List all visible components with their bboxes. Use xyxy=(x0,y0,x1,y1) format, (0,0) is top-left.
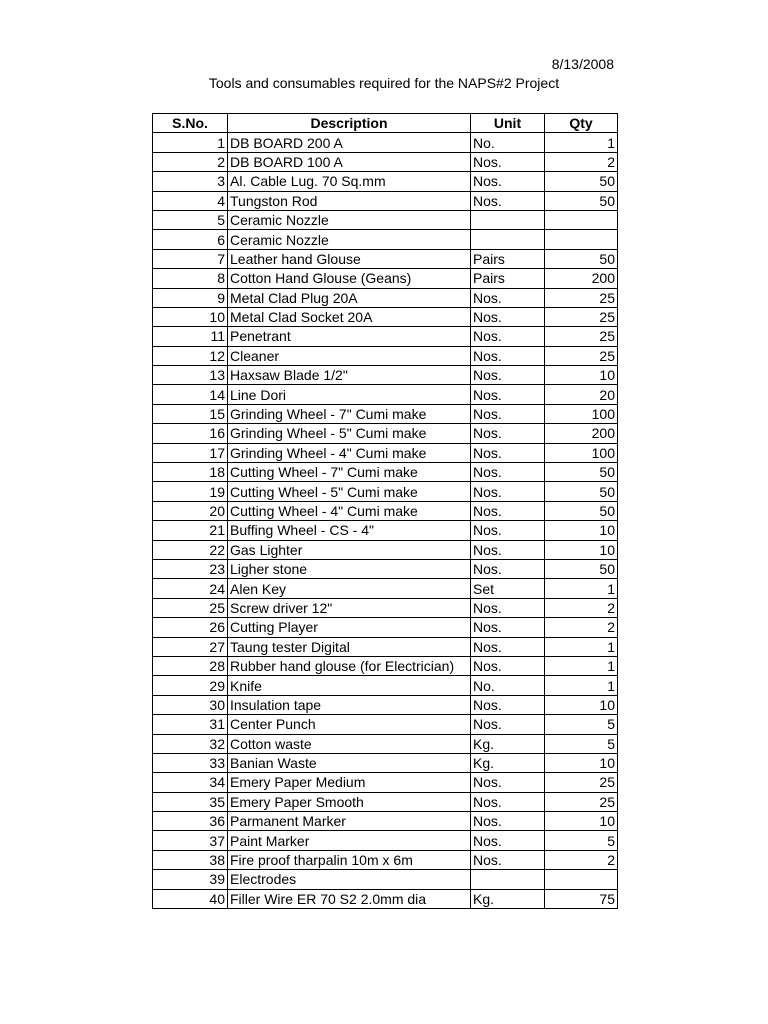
cell-sno: 22 xyxy=(153,540,228,559)
cell-unit xyxy=(471,230,545,249)
cell-unit: Nos. xyxy=(471,792,545,811)
table-row xyxy=(153,385,618,404)
cell-description: Cutting Player xyxy=(228,618,471,637)
cell-qty: 200 xyxy=(545,269,618,288)
cell-description: Al. Cable Lug. 70 Sq.mm xyxy=(228,172,471,191)
cell-unit: Nos. xyxy=(471,443,545,462)
cell-qty: 50 xyxy=(545,482,618,501)
column-header-description: Description xyxy=(228,114,471,133)
cell-unit: No. xyxy=(471,133,545,152)
cell-unit: Kg. xyxy=(471,889,545,908)
table-row xyxy=(153,850,618,869)
table-row xyxy=(153,715,618,734)
cell-unit: Nos. xyxy=(471,540,545,559)
cell-sno: 28 xyxy=(153,656,228,675)
table-row xyxy=(153,172,618,191)
table-row xyxy=(153,540,618,559)
cell-qty: 5 xyxy=(545,715,618,734)
column-header-qty: Qty xyxy=(545,114,618,133)
table-row xyxy=(153,327,618,346)
cell-qty: 50 xyxy=(545,559,618,578)
table-row xyxy=(153,443,618,462)
cell-sno: 16 xyxy=(153,424,228,443)
cell-description: Metal Clad Plug 20A xyxy=(228,288,471,307)
cell-sno: 23 xyxy=(153,559,228,578)
cell-qty: 25 xyxy=(545,792,618,811)
cell-qty: 25 xyxy=(545,346,618,365)
table-row xyxy=(153,269,618,288)
cell-unit: Nos. xyxy=(471,404,545,423)
cell-description: Cutting Wheel - 7" Cumi make xyxy=(228,463,471,482)
cell-qty: 200 xyxy=(545,424,618,443)
cell-sno: 1 xyxy=(153,133,228,152)
cell-qty: 100 xyxy=(545,404,618,423)
table-header-row xyxy=(153,114,618,133)
table-row xyxy=(153,210,618,229)
table-body xyxy=(153,133,618,909)
table-row xyxy=(153,812,618,831)
cell-description: Screw driver 12" xyxy=(228,598,471,617)
cell-sno: 27 xyxy=(153,637,228,656)
cell-sno: 15 xyxy=(153,404,228,423)
cell-description: Penetrant xyxy=(228,327,471,346)
cell-description: Ligher stone xyxy=(228,559,471,578)
cell-description: Rubber hand glouse (for Electrician) xyxy=(228,656,471,675)
cell-description: Filler Wire ER 70 S2 2.0mm dia xyxy=(228,889,471,908)
cell-unit: Pairs xyxy=(471,249,545,268)
cell-unit: Nos. xyxy=(471,637,545,656)
cell-unit: Nos. xyxy=(471,501,545,520)
cell-qty xyxy=(545,230,618,249)
table-row xyxy=(153,889,618,908)
cell-unit: Nos. xyxy=(471,559,545,578)
cell-sno: 18 xyxy=(153,463,228,482)
cell-sno: 21 xyxy=(153,521,228,540)
cell-unit: Set xyxy=(471,579,545,598)
cell-unit: Nos. xyxy=(471,850,545,869)
cell-qty: 20 xyxy=(545,385,618,404)
table-row xyxy=(153,463,618,482)
cell-qty: 75 xyxy=(545,889,618,908)
table-row xyxy=(153,753,618,772)
cell-qty xyxy=(545,870,618,889)
cell-description: Buffing Wheel - CS - 4" xyxy=(228,521,471,540)
cell-sno: 8 xyxy=(153,269,228,288)
cell-sno: 13 xyxy=(153,366,228,385)
cell-description: Emery Paper Smooth xyxy=(228,792,471,811)
table-row xyxy=(153,579,618,598)
cell-sno: 14 xyxy=(153,385,228,404)
cell-unit: Nos. xyxy=(471,172,545,191)
table-row xyxy=(153,676,618,695)
cell-unit: Nos. xyxy=(471,695,545,714)
cell-unit xyxy=(471,210,545,229)
table-row xyxy=(153,307,618,326)
cell-unit: Nos. xyxy=(471,618,545,637)
cell-description: Line Dori xyxy=(228,385,471,404)
cell-qty: 2 xyxy=(545,850,618,869)
cell-qty: 10 xyxy=(545,540,618,559)
cell-qty: 1 xyxy=(545,579,618,598)
cell-sno: 20 xyxy=(153,501,228,520)
cell-sno: 17 xyxy=(153,443,228,462)
cell-qty: 1 xyxy=(545,637,618,656)
cell-description: DB BOARD 200 A xyxy=(228,133,471,152)
cell-qty: 50 xyxy=(545,501,618,520)
cell-sno: 34 xyxy=(153,773,228,792)
cell-qty xyxy=(545,210,618,229)
cell-qty: 100 xyxy=(545,443,618,462)
table-row xyxy=(153,870,618,889)
cell-unit: Kg. xyxy=(471,734,545,753)
cell-qty: 10 xyxy=(545,695,618,714)
cell-qty: 10 xyxy=(545,812,618,831)
cell-description: Ceramic Nozzle xyxy=(228,210,471,229)
table-row xyxy=(153,521,618,540)
table-row xyxy=(153,734,618,753)
cell-unit: Nos. xyxy=(471,385,545,404)
cell-description: Gas Lighter xyxy=(228,540,471,559)
cell-sno: 40 xyxy=(153,889,228,908)
cell-description: Banian Waste xyxy=(228,753,471,772)
table-row xyxy=(153,424,618,443)
table-row xyxy=(153,773,618,792)
cell-unit: Nos. xyxy=(471,656,545,675)
cell-sno: 24 xyxy=(153,579,228,598)
cell-unit: Nos. xyxy=(471,191,545,210)
document-title: Tools and consumables required for the NAPS#2 Project xyxy=(208,75,560,91)
cell-unit: No. xyxy=(471,676,545,695)
cell-qty: 1 xyxy=(545,676,618,695)
table-row xyxy=(153,288,618,307)
table-row xyxy=(153,249,618,268)
cell-unit: Nos. xyxy=(471,715,545,734)
cell-description: Cutting Wheel - 4" Cumi make xyxy=(228,501,471,520)
cell-description: Electrodes xyxy=(228,870,471,889)
cell-description: Paint Marker xyxy=(228,831,471,850)
cell-unit xyxy=(471,870,545,889)
cell-unit: Nos. xyxy=(471,327,545,346)
cell-sno: 2 xyxy=(153,152,228,171)
cell-qty: 5 xyxy=(545,831,618,850)
cell-sno: 7 xyxy=(153,249,228,268)
cell-description: Metal Clad Socket 20A xyxy=(228,307,471,326)
cell-sno: 5 xyxy=(153,210,228,229)
table-row xyxy=(153,501,618,520)
cell-description: Ceramic Nozzle xyxy=(228,230,471,249)
cell-qty: 50 xyxy=(545,249,618,268)
cell-sno: 33 xyxy=(153,753,228,772)
table-row xyxy=(153,133,618,152)
cell-description: DB BOARD 100 A xyxy=(228,152,471,171)
cell-description: Fire proof tharpalin 10m x 6m xyxy=(228,850,471,869)
cell-qty: 2 xyxy=(545,618,618,637)
cell-unit: Nos. xyxy=(471,831,545,850)
cell-description: Grinding Wheel - 7" Cumi make xyxy=(228,404,471,423)
cell-unit: Nos. xyxy=(471,482,545,501)
cell-unit: Kg. xyxy=(471,753,545,772)
cell-unit: Nos. xyxy=(471,307,545,326)
cell-qty: 10 xyxy=(545,366,618,385)
table-row xyxy=(153,656,618,675)
cell-description: Leather hand Glouse xyxy=(228,249,471,268)
cell-unit: Nos. xyxy=(471,152,545,171)
cell-description: Tungston Rod xyxy=(228,191,471,210)
table-row xyxy=(153,831,618,850)
column-header-unit: Unit xyxy=(471,114,545,133)
cell-unit: Nos. xyxy=(471,773,545,792)
table-row xyxy=(153,404,618,423)
cell-unit: Nos. xyxy=(471,812,545,831)
cell-qty: 10 xyxy=(545,753,618,772)
cell-sno: 11 xyxy=(153,327,228,346)
cell-sno: 25 xyxy=(153,598,228,617)
cell-description: Haxsaw Blade 1/2" xyxy=(228,366,471,385)
cell-sno: 3 xyxy=(153,172,228,191)
cell-qty: 1 xyxy=(545,133,618,152)
cell-description: Insulation tape xyxy=(228,695,471,714)
cell-qty: 50 xyxy=(545,172,618,191)
cell-unit: Nos. xyxy=(471,424,545,443)
cell-qty: 25 xyxy=(545,327,618,346)
table-row xyxy=(153,346,618,365)
document-date: 8/13/2008 xyxy=(551,56,614,72)
cell-unit: Nos. xyxy=(471,463,545,482)
table-row xyxy=(153,366,618,385)
cell-qty: 5 xyxy=(545,734,618,753)
cell-sno: 19 xyxy=(153,482,228,501)
table-row xyxy=(153,230,618,249)
cell-qty: 50 xyxy=(545,463,618,482)
cell-description: Parmanent Marker xyxy=(228,812,471,831)
cell-description: Cotton Hand Glouse (Geans) xyxy=(228,269,471,288)
table-row xyxy=(153,792,618,811)
cell-qty: 10 xyxy=(545,521,618,540)
cell-qty: 25 xyxy=(545,307,618,326)
table-row xyxy=(153,618,618,637)
table-row xyxy=(153,191,618,210)
cell-qty: 50 xyxy=(545,191,618,210)
cell-sno: 31 xyxy=(153,715,228,734)
cell-description: Knife xyxy=(228,676,471,695)
cell-qty: 1 xyxy=(545,656,618,675)
cell-description: Cutting Wheel - 5" Cumi make xyxy=(228,482,471,501)
cell-qty: 25 xyxy=(545,288,618,307)
cell-sno: 38 xyxy=(153,850,228,869)
cell-sno: 26 xyxy=(153,618,228,637)
cell-qty: 25 xyxy=(545,773,618,792)
cell-description: Grinding Wheel - 5" Cumi make xyxy=(228,424,471,443)
cell-unit: Nos. xyxy=(471,521,545,540)
cell-sno: 39 xyxy=(153,870,228,889)
table-row xyxy=(153,637,618,656)
table-row xyxy=(153,559,618,578)
cell-description: Alen Key xyxy=(228,579,471,598)
cell-description: Grinding Wheel - 4" Cumi make xyxy=(228,443,471,462)
cell-unit: Nos. xyxy=(471,366,545,385)
cell-qty: 2 xyxy=(545,598,618,617)
cell-description: Cotton waste xyxy=(228,734,471,753)
cell-unit: Nos. xyxy=(471,346,545,365)
cell-sno: 32 xyxy=(153,734,228,753)
cell-unit: Nos. xyxy=(471,288,545,307)
cell-sno: 37 xyxy=(153,831,228,850)
tools-table xyxy=(152,113,618,909)
cell-unit: Pairs xyxy=(471,269,545,288)
cell-description: Emery Paper Medium xyxy=(228,773,471,792)
cell-sno: 6 xyxy=(153,230,228,249)
cell-qty: 2 xyxy=(545,152,618,171)
table-row xyxy=(153,152,618,171)
cell-description: Center Punch xyxy=(228,715,471,734)
cell-sno: 4 xyxy=(153,191,228,210)
cell-unit: Nos. xyxy=(471,598,545,617)
cell-description: Cleaner xyxy=(228,346,471,365)
table-row xyxy=(153,598,618,617)
cell-sno: 35 xyxy=(153,792,228,811)
cell-description: Taung tester Digital xyxy=(228,637,471,656)
table-row xyxy=(153,482,618,501)
cell-sno: 9 xyxy=(153,288,228,307)
cell-sno: 29 xyxy=(153,676,228,695)
cell-sno: 30 xyxy=(153,695,228,714)
cell-sno: 36 xyxy=(153,812,228,831)
cell-sno: 10 xyxy=(153,307,228,326)
column-header-sno: S.No. xyxy=(153,114,228,133)
table-row xyxy=(153,695,618,714)
cell-sno: 12 xyxy=(153,346,228,365)
